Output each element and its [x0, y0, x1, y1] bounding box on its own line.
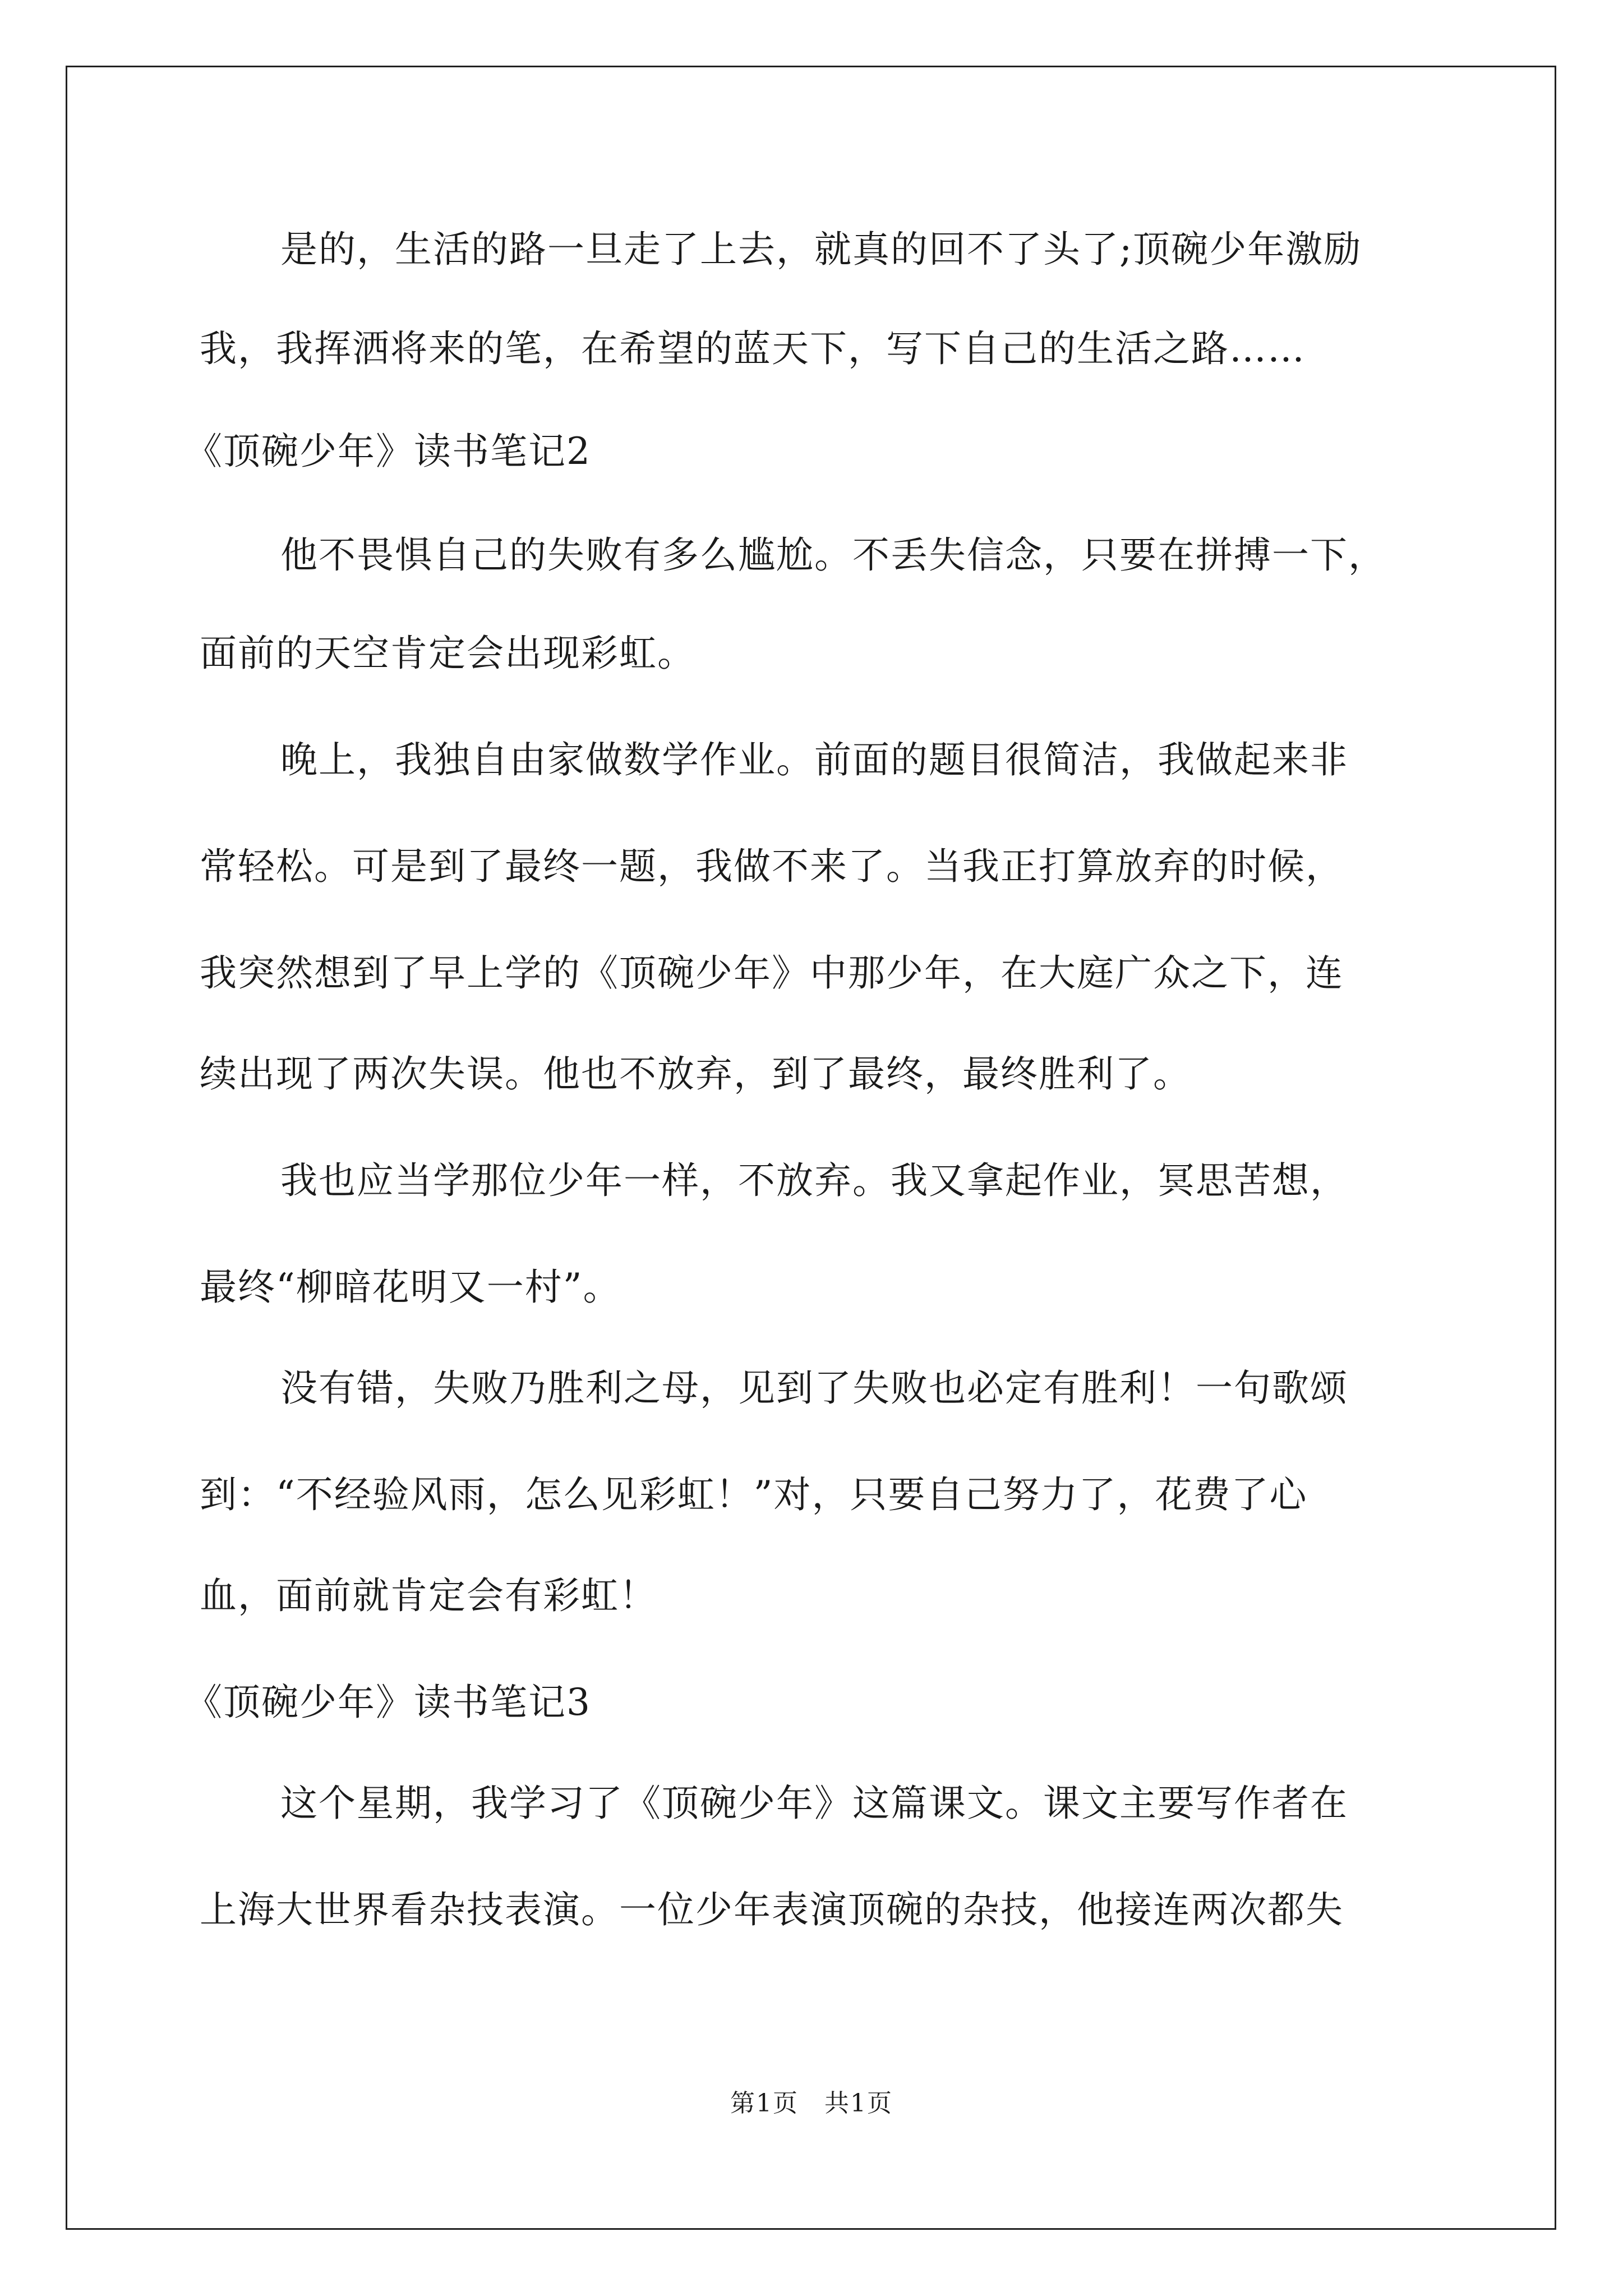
body-line: 我，我挥洒将来的笔，在希望的蓝天下，写下自己的生活之路……: [200, 327, 1306, 370]
section-heading: 《顶碗少年》读书笔记2: [185, 430, 591, 473]
body-line: 这个星期，我学习了《顶碗少年》这篇课文。课文主要写作者在: [280, 1782, 1348, 1825]
body-line: 没有错，失败乃胜利之母，见到了失败也必定有胜利！一句歌颂: [280, 1366, 1348, 1410]
body-line: 我突然想到了早上学的《顶碗少年》中那少年，在大庭广众之下，连: [200, 951, 1344, 995]
body-line: 上海大世界看杂技表演。一位少年表演顶碗的杂技，他接连两次都失: [200, 1888, 1344, 1931]
body-line: 面前的天空肯定会出现彩虹。: [200, 632, 695, 675]
body-line: 血，面前就肯定会有彩虹！: [200, 1574, 657, 1617]
body-line: 常轻松。可是到了最终一题，我做不来了。当我正打算放弃的时候，: [200, 845, 1344, 888]
body-line: 到：“不经验风雨，怎么见彩虹！”对，只要自己努力了，花费了心: [200, 1473, 1308, 1516]
body-line: 最终“柳暗花明又一村”。: [200, 1266, 621, 1309]
body-line: 他不畏惧自己的失败有多么尴尬。不丢失信念，只要在拼搏一下，: [280, 533, 1386, 577]
body-line: 是的，生活的路一旦走了上去，就真的回不了头了;顶碗少年激励: [280, 228, 1362, 271]
body-line: 续出现了两次失误。他也不放弃，到了最终，最终胜利了。: [200, 1052, 1191, 1096]
page-footer: 第1页 共1页: [730, 2089, 893, 2118]
body-line: 晚上，我独自由家做数学作业。前面的题目很简洁，我做起来非: [280, 738, 1348, 781]
section-heading: 《顶碗少年》读书笔记3: [185, 1681, 591, 1724]
body-line: 我也应当学那位少年一样，不放弃。我又拿起作业，冥思苦想，: [280, 1159, 1348, 1202]
